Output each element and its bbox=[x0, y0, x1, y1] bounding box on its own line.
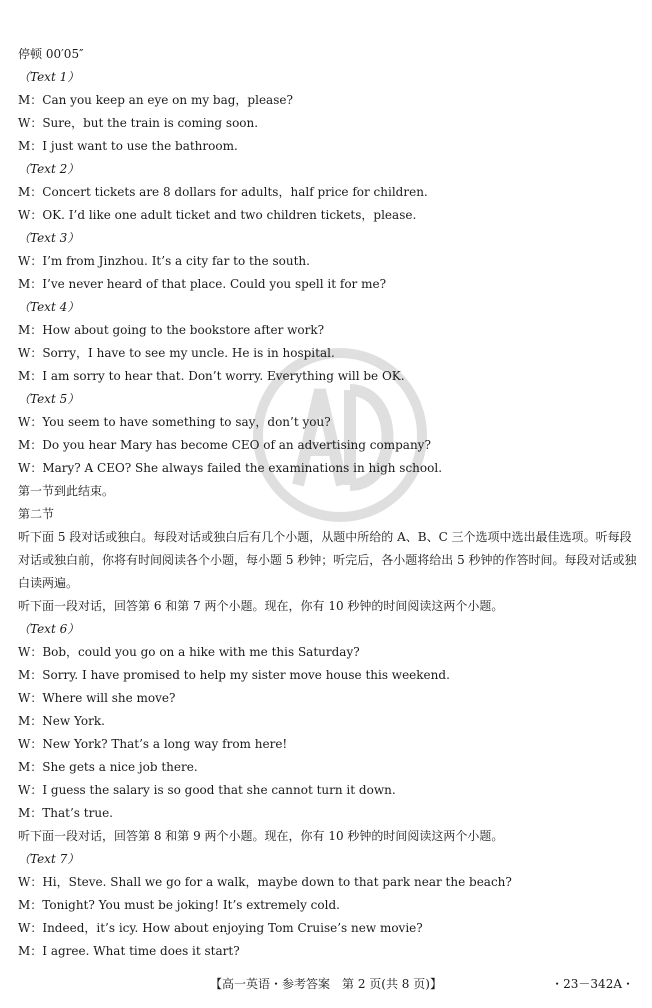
text-line: M：I agree. What time does it start? bbox=[18, 944, 240, 958]
text-line: M：Do you hear Mary has become CEO of an advertising company? bbox=[18, 438, 431, 452]
text-line: W：Sorry，I have to see my uncle. He is in hospital. bbox=[18, 346, 335, 360]
text-line: M：Concert tickets are 8 dollars for adults，half price for children. bbox=[18, 185, 428, 199]
text-label: （Text 3） bbox=[18, 231, 80, 245]
text-line: M：Sorry. I have promised to help my sister move house this weekend. bbox=[18, 668, 450, 682]
text-label: （Text 5） bbox=[18, 392, 80, 406]
text-line: M：That’s true. bbox=[18, 806, 113, 820]
text-line: W：Sure，but the train is coming soon. bbox=[18, 116, 259, 130]
text-line: M：I’ve never heard of that place. Could you spell it for me? bbox=[18, 277, 387, 291]
text-line: W：Where will she move? bbox=[18, 691, 176, 705]
text-line: W：You seem to have something to say，don’t you? bbox=[18, 415, 331, 429]
text-line: W：Hi，Steve. Shall we go for a walk，maybe down to that park near the beach? bbox=[18, 875, 512, 889]
text-line: W：Mary? A CEO? She always failed the examinations in high school. bbox=[18, 461, 443, 475]
text-line: W：I guess the salary is so good that she cannot turn it down. bbox=[18, 783, 396, 797]
text-label: （Text 6） bbox=[18, 622, 80, 636]
text-line: M：New York. bbox=[18, 714, 105, 728]
text-line: W：I’m from Jinzhou. It’s a city far to the south. bbox=[18, 254, 310, 268]
text-line: W：Bob，could you go on a hike with me this Saturday? bbox=[18, 645, 360, 659]
text-line: M：Tonight? You must be joking! It’s extremely cold. bbox=[18, 898, 340, 912]
text-line: 第二节 bbox=[18, 507, 55, 521]
text-line: 听下面一段对话，回答第 6 和第 7 两个小题。现在，你有 10 秒钟的时间阅读这两个小题。 bbox=[18, 599, 504, 613]
text-label: （Text 2） bbox=[18, 162, 80, 176]
text-label: （Text 7） bbox=[18, 852, 80, 866]
document-body bbox=[18, 43, 638, 963]
text-line: 听下面一段对话，回答第 8 和第 9 两个小题。现在，你有 10 秒钟的时间阅读这两个小题。 bbox=[18, 829, 504, 843]
text-label: （Text 1） bbox=[18, 70, 80, 84]
footer-title: 【高一英语・参考答案 第 2 页(共 8 页)】 bbox=[210, 977, 442, 991]
text-line: 听下面 5 段对话或独白。每段对话或独白后有几个小题，从题中所给的 A、B、C 三个选项中选出最佳选项。听每段对话或独白前，你将有时间阅读各个小题，每小题 5 秒钟；听完后，各小题将给出 5 秒钟的作答时间。每段对话或独白读两遍。 bbox=[18, 530, 637, 590]
page-footer bbox=[0, 972, 652, 996]
text-line: W：Indeed，it’s icy. How about enjoying Tom Cruise’s new movie? bbox=[18, 921, 423, 935]
text-line: 停顿 00′05″ bbox=[18, 47, 84, 61]
text-line: M：I am sorry to hear that. Don’t worry. Everything will be OK. bbox=[18, 369, 405, 383]
text-line: M：I just want to use the bathroom. bbox=[18, 139, 238, 153]
text-label: （Text 4） bbox=[18, 300, 80, 314]
text-line: M：How about going to the bookstore after work? bbox=[18, 323, 325, 337]
text-line: M：She gets a nice job there. bbox=[18, 760, 198, 774]
text-line: M：Can you keep an eye on my bag，please? bbox=[18, 93, 293, 107]
text-line: 第一节到此结束。 bbox=[18, 484, 115, 498]
footer-code: ・23－342A・ bbox=[551, 977, 634, 991]
text-line: W：OK. I’d like one adult ticket and two children tickets，please. bbox=[18, 208, 417, 222]
text-line: W：New York? That’s a long way from here! bbox=[18, 737, 288, 751]
